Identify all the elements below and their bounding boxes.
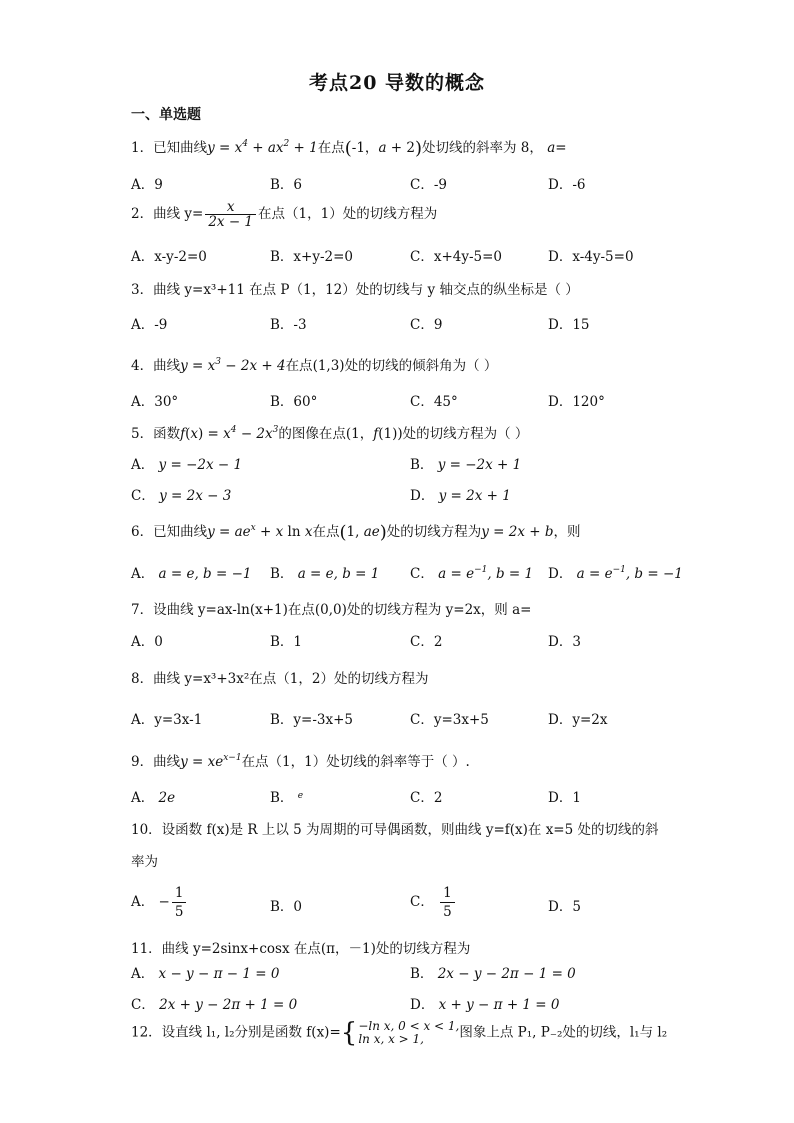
q11-option-b[interactable]: B． 2x − y − 2π − 1 = 0 bbox=[410, 966, 576, 982]
fraction: $\frac{x}{2x - 1}$ bbox=[205, 200, 256, 229]
q2-option-d[interactable]: D．x-4y-5=0 bbox=[548, 249, 634, 265]
question-11: 11．曲线 y=2sinx+cosx 在点(π，－1)处的切线方程为 bbox=[131, 941, 471, 957]
q3-option-d[interactable]: D．15 bbox=[548, 317, 590, 333]
q8-option-c[interactable]: C．y=3x+5 bbox=[410, 712, 489, 728]
q7-option-a[interactable]: A．0 bbox=[131, 634, 163, 650]
q10-option-a[interactable]: A． − $\frac{1}{5}$ bbox=[131, 884, 188, 921]
q1-option-c[interactable]: C．-9 bbox=[410, 177, 447, 193]
question-6: 6．已知曲线$y = ae^x + x$ ln x在点(1, ae)处的切线方程为y = 2x + b，则 bbox=[131, 522, 581, 543]
q6-option-a[interactable]: A． a = e, b = −1 bbox=[131, 566, 252, 582]
q4-option-d[interactable]: D．120° bbox=[548, 394, 605, 410]
q6-option-b[interactable]: B． a = e, b = 1 bbox=[270, 566, 380, 582]
question-8: 8．曲线 y=x³+3x²在点（1，2）处的切线方程为 bbox=[131, 671, 429, 687]
q1-option-d[interactable]: D．-6 bbox=[548, 177, 586, 193]
q3-option-c[interactable]: C．9 bbox=[410, 317, 443, 333]
q1-option-a[interactable]: A．9 bbox=[131, 177, 163, 193]
q4-option-b[interactable]: B．60° bbox=[270, 394, 318, 410]
q9-option-d[interactable]: D．1 bbox=[548, 790, 581, 806]
q8-option-d[interactable]: D．y=2x bbox=[548, 712, 608, 728]
q5-option-d[interactable]: D． y = 2x + 1 bbox=[410, 488, 511, 504]
q7-option-b[interactable]: B．1 bbox=[270, 634, 303, 650]
q9-option-a[interactable]: A． 2e bbox=[131, 790, 176, 806]
q5-option-a[interactable]: A． y = −2x − 1 bbox=[131, 457, 243, 473]
page-title: 考点20 导数的概念 bbox=[308, 72, 486, 94]
q9-option-b[interactable]: B． $^e$ bbox=[270, 790, 304, 806]
q2-option-b[interactable]: B．x+y-2=0 bbox=[270, 249, 354, 265]
q11-option-d[interactable]: D． x + y − π + 1 = 0 bbox=[410, 997, 560, 1013]
q9-option-c[interactable]: C．2 bbox=[410, 790, 443, 806]
q4-option-a[interactable]: A．30° bbox=[131, 394, 179, 410]
q3-option-b[interactable]: B．-3 bbox=[270, 317, 307, 333]
question-9: 9．曲线$y = xe^{x-1}$在点（1，1）处切线的斜率等于（ ）. bbox=[131, 753, 470, 770]
q3-option-a[interactable]: A．-9 bbox=[131, 317, 168, 333]
section-heading: 一、单选题 bbox=[131, 107, 201, 123]
q5-option-b[interactable]: B． y = −2x + 1 bbox=[410, 457, 522, 473]
question-5: 5．函数$f(x) = x^4 - 2x^3$的图像在点(1，f(1))处的切线方程为（ ） bbox=[131, 425, 529, 442]
question-10-line-2: 率为 bbox=[131, 854, 158, 870]
q5-option-c[interactable]: C． y = 2x − 3 bbox=[131, 488, 232, 504]
q4-option-c[interactable]: C．45° bbox=[410, 394, 458, 410]
q6-option-c[interactable]: C． $a = e^{-1}$, b = 1 bbox=[410, 565, 534, 582]
question-4: 4．曲线$y = x^3 - 2x + 4$在点(1,3)处的切线的倾斜角为（ ） bbox=[131, 357, 498, 374]
q2-option-a[interactable]: A．x-y-2=0 bbox=[131, 249, 207, 265]
q11-option-c[interactable]: C． 2x + y − 2π + 1 = 0 bbox=[131, 997, 298, 1013]
q8-option-b[interactable]: B．y=-3x+5 bbox=[270, 712, 354, 728]
q1-option-b[interactable]: B．6 bbox=[270, 177, 303, 193]
q11-option-a[interactable]: A． x − y − π − 1 = 0 bbox=[131, 966, 280, 982]
q6-option-d[interactable]: D． $a = e^{-1}$, b = −1 bbox=[548, 565, 683, 582]
q7-option-d[interactable]: D．3 bbox=[548, 634, 581, 650]
piecewise-cases: −ln x, 0 < x < 1, ln x, x > 1, bbox=[358, 1019, 460, 1046]
question-10-line-1: 10．设函数 f(x)是 R 上以 5 为周期的可导偶函数，则曲线 y=f(x)在 x=5 处的切线的斜 bbox=[131, 822, 659, 838]
q10-option-d[interactable]: D．5 bbox=[548, 899, 581, 915]
q10-option-b[interactable]: B．0 bbox=[270, 899, 303, 915]
q7-option-c[interactable]: C．2 bbox=[410, 634, 443, 650]
q10-option-c[interactable]: C． $\frac{1}{5}$ bbox=[410, 884, 457, 921]
question-1: 1．已知曲线$y = x^4 + ax^2 + 1$在点(-1，a + 2)处切线的斜率为 8， a= bbox=[131, 138, 567, 159]
question-12: 12．设直线 l₁, l₂分别是函数 f(x)={−ln x, 0 < x < 1, ln x, x > 1, 图象上点 P₁, P₋₂处的切线，l₁与 l₂ bbox=[131, 1018, 668, 1048]
question-2: 2．曲线 y= $\frac{x}{2x - 1}$ 在点（1，1）处的切线方程为 bbox=[131, 199, 438, 230]
q2-option-c[interactable]: C．x+4y-5=0 bbox=[410, 249, 503, 265]
question-7: 7．设曲线 y=ax-ln(x+1)在点(0,0)处的切线方程为 y=2x，则 a= bbox=[131, 602, 532, 618]
q8-option-a[interactable]: A．y=3x-1 bbox=[131, 712, 203, 728]
question-3: 3．曲线 y=x³+11 在点 P（1，12）处的切线与 y 轴交点的纵坐标是（ ） bbox=[131, 282, 579, 298]
